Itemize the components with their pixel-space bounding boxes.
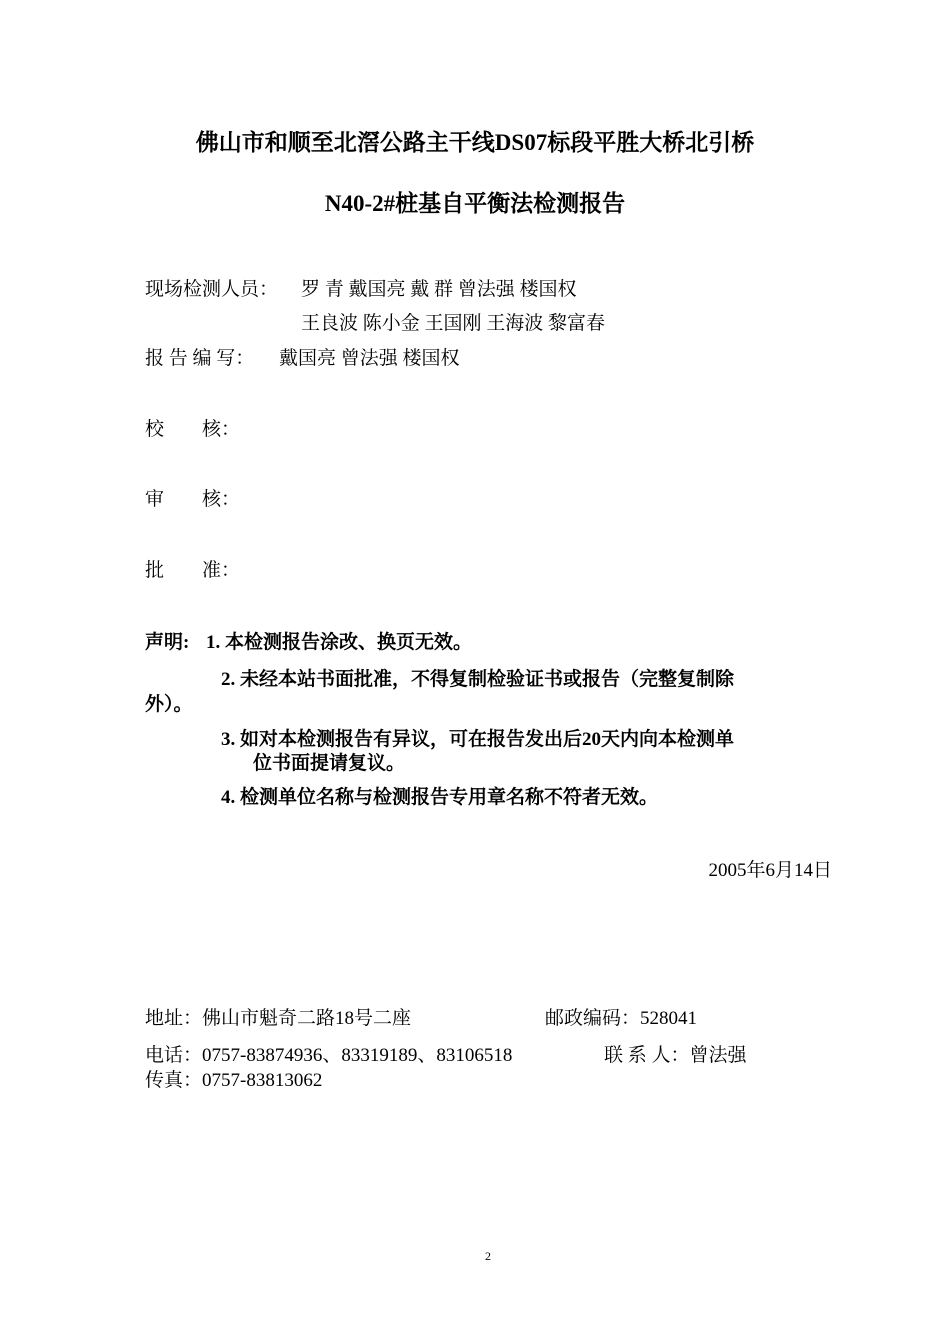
declaration-item-4: 4. 检测单位名称与检测报告专用章名称不符者无效。 bbox=[221, 787, 659, 808]
report-writer-names: 戴国亮 曾法强 楼国权 bbox=[279, 348, 460, 369]
check-label: 校 核： bbox=[145, 419, 241, 440]
declaration-item-2-line-1: 2. 未经本站书面批准，不得复制检验证书或报告（完整复制除 bbox=[221, 669, 735, 690]
declaration-label: 声明: bbox=[145, 632, 190, 653]
report-writer-label: 报 告 编 写： bbox=[145, 348, 255, 369]
declaration-item-1: 1. 本检测报告涂改、换页无效。 bbox=[206, 632, 473, 653]
contact-person: 联 系 人：曾法强 bbox=[604, 1045, 747, 1066]
declaration-item-3-line-1: 3. 如对本检测报告有异议，可在报告发出后20天内向本检测单 bbox=[221, 729, 735, 750]
personnel-label: 现场检测人员： bbox=[145, 279, 279, 300]
report-date: 2005年6月14日 bbox=[708, 860, 832, 881]
personnel-names-row-2: 王良波 陈小金 王国刚 王海波 黎富春 bbox=[301, 313, 606, 334]
phone: 电话：0757-83874936、83319189、83106518 bbox=[145, 1045, 513, 1066]
fax: 传真：0757-83813062 bbox=[145, 1070, 323, 1091]
review-label: 审 核： bbox=[145, 489, 241, 510]
approve-label: 批 准： bbox=[145, 560, 241, 581]
declaration-item-3-line-2: 位书面提请复议。 bbox=[253, 753, 406, 774]
personnel-names-row-1: 罗 青 戴国亮 戴 群 曾法强 楼国权 bbox=[301, 279, 577, 300]
title-line-2: N40-2#桩基自平衡法检测报告 bbox=[324, 191, 626, 216]
address: 地址：佛山市魁奇二路18号二座 bbox=[145, 1008, 412, 1029]
postcode: 邮政编码：528041 bbox=[545, 1008, 698, 1029]
page-number: 2 bbox=[485, 1249, 491, 1263]
title-line-1: 佛山市和顺至北滘公路主干线DS07标段平胜大桥北引桥 bbox=[195, 130, 755, 155]
declaration-item-2-line-2: 外）。 bbox=[145, 694, 193, 715]
